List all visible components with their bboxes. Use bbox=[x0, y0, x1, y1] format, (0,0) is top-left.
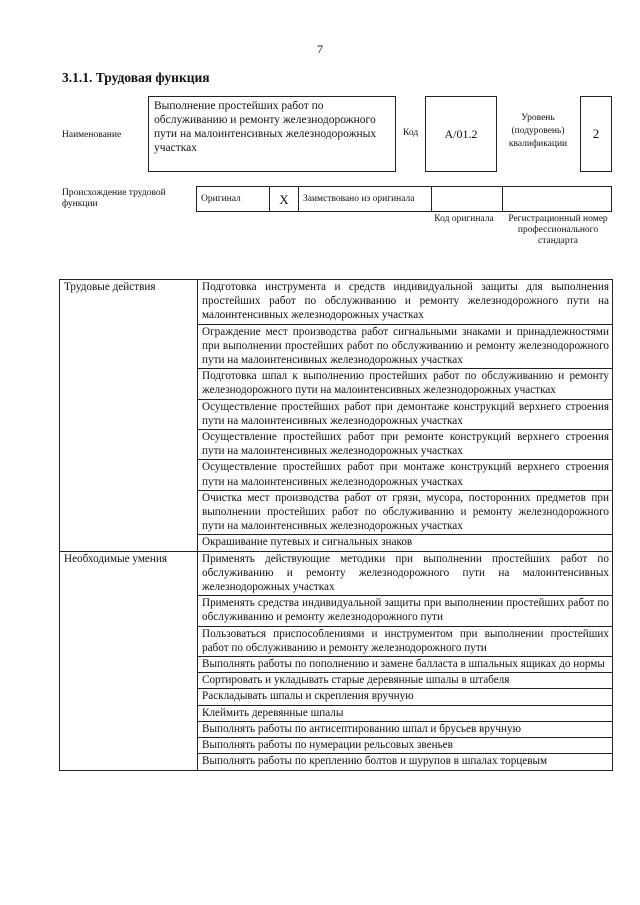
main-table bbox=[59, 279, 613, 771]
original-label: Оригинал bbox=[201, 193, 241, 204]
section-item: Раскладывать шпалы и скрепления вручную bbox=[198, 689, 613, 705]
borrowed-label: Заимствовано из оригинала bbox=[303, 193, 415, 204]
code-box bbox=[425, 96, 497, 172]
section-item: Осуществление простейших работ при монтаже конструкций верхнего строения пути на малоинтенсивных железнодорожных участках bbox=[198, 460, 613, 490]
origin-code-cell bbox=[432, 187, 503, 212]
section-item: Выполнять работы по креплению болтов и шурупов в шпалах торцевым bbox=[198, 754, 613, 770]
section-title: 3.1.1. Трудовая функция bbox=[62, 70, 210, 85]
table-row bbox=[60, 280, 613, 325]
original-mark-cell bbox=[270, 187, 299, 212]
table-row bbox=[60, 551, 613, 596]
level-value: 2 bbox=[592, 126, 600, 141]
section-label: Трудовые действия bbox=[60, 280, 198, 552]
section-item: Выполнять работы по антисептированию шпал и брусьев вручную bbox=[198, 721, 613, 737]
code-label: Код bbox=[403, 128, 419, 138]
function-name-value: Выполнение простейших работ по обслуживанию и ремонту железнодорожного пути на малоинтенсивных железнодорожных участках bbox=[154, 100, 377, 154]
page-number: 7 bbox=[317, 42, 323, 56]
section-item: Подготовка шпал к выполнению простейших работ по обслуживанию и ремонту железнодорожного пути на малоинтенсивных железнодорожных участках bbox=[198, 369, 613, 399]
section-item: Осуществление простейших работ при ремонте конструкций верхнего строения пути на малоинтенсивных железнодорожных участках bbox=[198, 430, 613, 460]
section-item: Подготовка инструмента и средств индивидуальной защиты для выполнения простейших работ по обслуживанию и ремонту железнодорожного пути на малоинтенсивных железнодорожных участках bbox=[198, 280, 613, 325]
section-item: Клеймить деревянные шпалы bbox=[198, 705, 613, 721]
original-mark: X bbox=[279, 191, 289, 207]
name-label: Наименование bbox=[62, 130, 122, 140]
function-name-box bbox=[148, 96, 396, 172]
section-item: Выполнять работы по нумерации рельсовых звеньев bbox=[198, 738, 613, 754]
level-label: Уровень (подуровень) квалификации bbox=[508, 113, 568, 149]
origin-label: Происхождение трудовой функции bbox=[62, 188, 166, 209]
section-item: Окрашивание путевых и сигнальных знаков bbox=[198, 535, 613, 551]
section-item: Ограждение мест производства работ сигнальными знаками и принадлежностями при выполнении простейших работ по обслуживанию и ремонту железнодорожного пути на малоинтенсивных железнодорожных участках bbox=[198, 324, 613, 369]
section-item: Пользоваться приспособлениями и инструментом при выполнении простейших работ по обслуживанию и ремонту железнодорожного пути bbox=[198, 626, 613, 656]
origin-table bbox=[196, 186, 612, 212]
level-box bbox=[580, 96, 612, 172]
section-item: Очистка мест производства работ от грязи, мусора, посторонних предметов при выполнении простейших работ по обслуживанию и ремонту железнодорожного пути на малоинтенсивных железнодорожных участках bbox=[198, 490, 613, 535]
borrowed-cell bbox=[299, 187, 432, 212]
section-item: Выполнять работы по пополнению и замене балласта в шпальных ящиках до нормы bbox=[198, 657, 613, 673]
section-item: Применять действующие методики при выполнении простейших работ по обслуживанию и ремонту железнодорожного пути на малоинтенсивных железнодорожных участках bbox=[198, 551, 613, 596]
original-cell bbox=[197, 187, 270, 212]
section-item: Осуществление простейших работ при демонтаже конструкций верхнего строения пути на малоинтенсивных железнодорожных участках bbox=[198, 399, 613, 429]
code-value: А/01.2 bbox=[444, 126, 478, 141]
reg-number-caption: Регистрационный номер профессионального стандарта bbox=[508, 214, 608, 246]
section-item: Применять средства индивидуальной защиты при выполнении простейших работ по обслуживанию и ремонту железнодорожного пути bbox=[198, 596, 613, 626]
section-label: Необходимые умения bbox=[60, 551, 198, 770]
origin-reg-cell bbox=[503, 187, 612, 212]
code-original-caption: Код оригинала bbox=[434, 214, 494, 224]
section-item: Сортировать и укладывать старые деревянные шпалы в штабеля bbox=[198, 673, 613, 689]
